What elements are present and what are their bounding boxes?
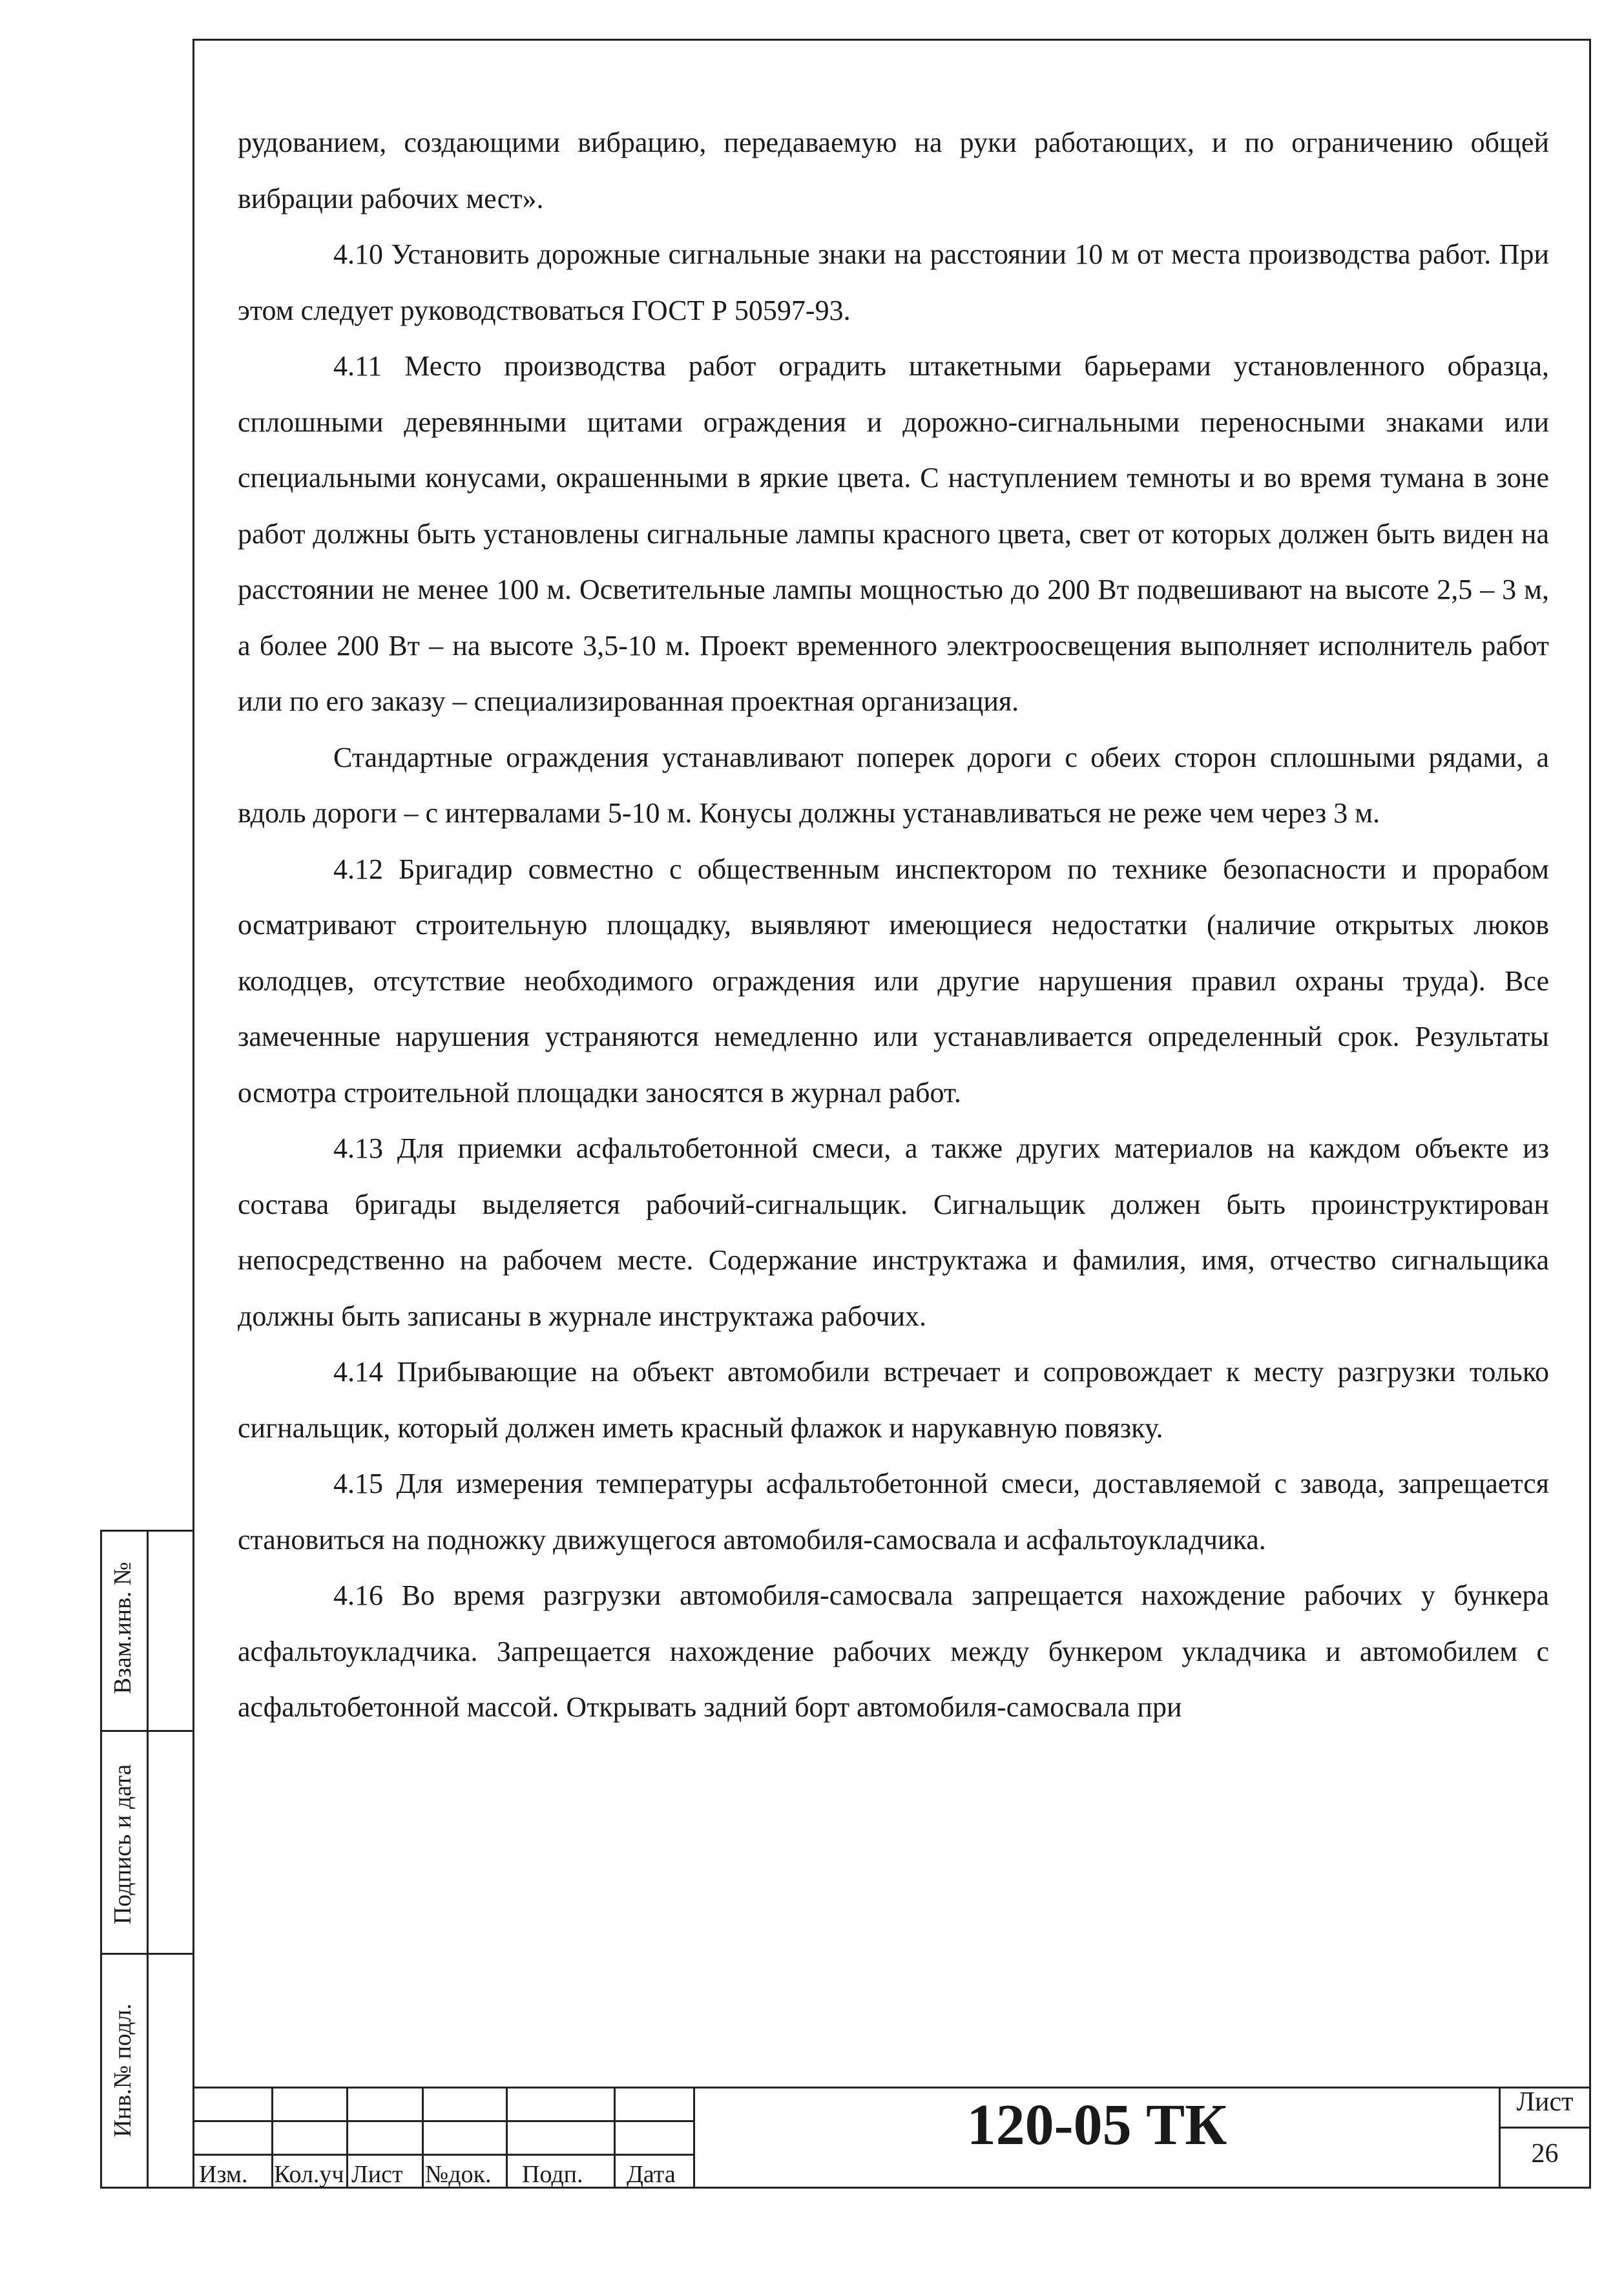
tb-line xyxy=(614,2087,616,2189)
tb-line xyxy=(1499,2127,1591,2129)
inv-label: Инв.№ подл. xyxy=(109,2003,136,2138)
col-list: Лист xyxy=(351,2161,403,2188)
document-body xyxy=(238,115,1549,1736)
col-izm: Изм. xyxy=(199,2161,248,2188)
col-data: Дата xyxy=(627,2161,676,2188)
podpis-label: Подпись и дата xyxy=(109,1764,136,1925)
col-kolvo: Кол.уч xyxy=(274,2161,344,2188)
paragraph: 4.15 Для измерения температуры асфальтобетонной смеси, доставляемой с завода, запрещается становиться на подножку движущегося автомобиля-самосвала и асфальтоукладчика. xyxy=(238,1468,1549,1556)
col-podp: Подп. xyxy=(522,2161,583,2188)
paragraph: Стандартные ограждения устанавливают поперек дороги с обеих сторон сплошными рядами, а вдоль дороги – с интервалами 5-10 м. Конусы должны устанавливаться не реже чем через 3 м. xyxy=(238,741,1549,829)
paragraph: 4.14 Прибывающие на объект автомобили встречает и сопровождает к месту разгрузки только сигнальщик, который должен иметь красный флажок и нарукавную повязку. xyxy=(238,1356,1549,1444)
tb-line xyxy=(193,2154,693,2156)
sheet-label: Лист xyxy=(1516,2087,1574,2117)
tb-line xyxy=(271,2087,273,2189)
tb-line xyxy=(193,2120,693,2122)
tb-line xyxy=(506,2087,508,2189)
paragraph: 4.12 Бригадир совместно с общественным инспектором по технике безопасности и прорабом осматривают строительную площадку, выявляют имеющиеся недостатки (наличие открытых люков колодцев, отсутствие необходимого ограждения или другие нарушения правил охраны труда). Все замеченные нарушения устраняются немедленно или устанавливается определенный срок. Результаты осмотра строительной площадки заносятся в журнал работ. xyxy=(238,853,1549,1109)
tb-line xyxy=(693,2087,695,2189)
paragraph: 4.10 Установить дорожные сигнальные знаки на расстоянии 10 м от места производства работ. При этом следует руководствоваться ГОСТ Р 50597-93. xyxy=(238,238,1549,326)
document-code: 120-05 ТК xyxy=(966,2093,1227,2157)
side-divider xyxy=(100,2187,193,2189)
side-divider xyxy=(100,1730,193,1732)
paragraph: 4.11 Место производства работ оградить штакетными барьерами установленного образца, сплошными деревянными щитами ограждения и дорожно-сигнальными переносными знаками или специальными конусами, окрашенными в яркие цвета. С наступлением темноты и во время тумана в зоне работ должны быть установлены сигнальные лампы красного цвета, свет от которых должен быть виден на расстоянии не менее 100 м. Осветительные лампы мощностью до 200 Вт подвешивают на высоте 2,5 – 3 м, а более 200 Вт – на высоте 3,5-10 м. Проект временного электроосвещения выполняет исполнитель работ или по его заказу – специализированная проектная организация. xyxy=(238,350,1549,717)
vzam-label: Взам.инв. № xyxy=(109,1561,136,1694)
tb-line xyxy=(422,2087,424,2189)
tb-line xyxy=(193,2087,1591,2088)
side-border-outer xyxy=(100,1530,102,2189)
paragraph: 4.13 Для приемки асфальтобетонной смеси, а также других материалов на каждом объекте из состава бригады выделяется рабочий-сигнальщик. Сигнальщик должен быть проинструктирован непосредственно на рабочем месте. Содержание инструктажа и фамилия, имя, отчество сигнальщика должны быть записаны в журнале инструктажа рабочих. xyxy=(238,1132,1549,1332)
tb-line xyxy=(346,2087,348,2189)
sheet-number: 26 xyxy=(1531,2139,1559,2169)
paragraph: 4.16 Во время разгрузки автомобиля-самосвала запрещается нахождение рабочих у бункера асфальтоукладчика. Запрещается нахождение рабочих между бункером укладчика и автомобилем с асфальтобетонной массой. Открывать задний борт автомобиля-самосвала при xyxy=(238,1579,1549,1723)
side-stamp-strip xyxy=(100,1530,193,2189)
side-border-inner xyxy=(147,1530,149,2189)
title-block xyxy=(193,2087,1591,2189)
paragraph: рудованием, создающими вибрацию, передаваемую на руки работающих, и по ограничению общей вибрации рабочих мест». xyxy=(238,127,1549,214)
col-ndok: №док. xyxy=(425,2161,492,2188)
